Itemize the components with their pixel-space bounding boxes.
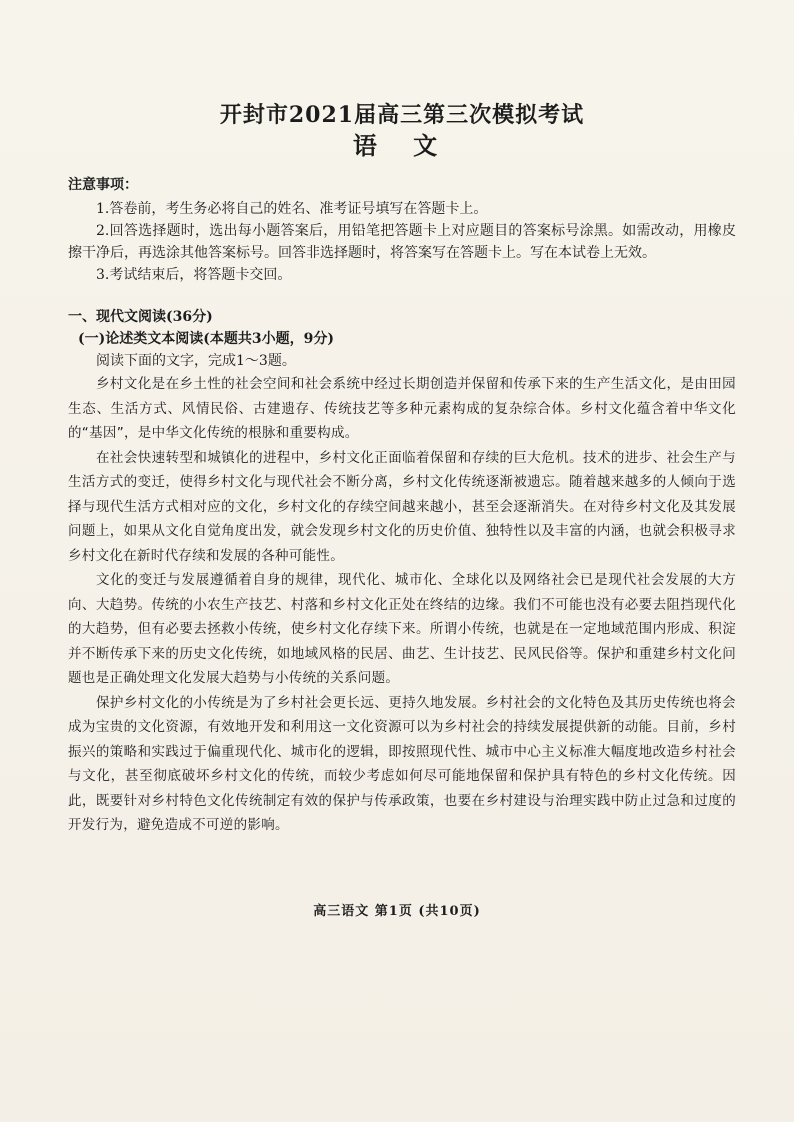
article-paragraph: 在社会快速转型和城镇化的进程中，乡村文化正面临着保留和存续的巨大危机。技术的进步、社会生产与生活方式的变迁，使得乡村文化与现代社会不断分离，乡村文化传统逐渐被遗忘。随着越来越多的人倾向于选择与现代生活方式相对应的文化，乡村文化的存续空间越来越小，甚至会逐渐消失。在对待乡村文化及其发展问题上，如果从文化自觉角度出发，就会发现乡村文化的历史价值、独特性以及丰富的内涵，也就会积极寻求乡村文化在新时代存续和发展的各种可能性。 [68,449,736,564]
page-footer: 高三语文 第1页 (共10页) [313,904,481,919]
section-heading: 一、现代文阅读(36分) [68,309,213,325]
subsection-heading: (一)论述类文本阅读(本题共3小题，9分) [78,331,334,347]
page-content [68,100,736,838]
notice-heading: 注意事项： [68,177,138,193]
notice-item: 3.考试结束后，将答题卡交回。 [96,267,292,283]
exam-subject: 语 文 [352,131,452,160]
notice-item: 1.答卷前，考生务必将自己的姓名、准考证号填写在答题卡上。 [96,201,488,217]
exam-title: 开封市2021届高三第三次模拟考试 [219,102,585,128]
notice-item: 2.回答选择题时，选出每小题答案后，用铅笔把答题卡上对应题目的答案标号涂黑。如需改动，用橡皮擦干净后，再选涂其他答案标号。回答非选择题时，将答案写在答题卡上。写在本试卷上无效。 [68,223,736,261]
reading-instruction: 阅读下面的文字，完成1～3题。 [96,353,296,369]
article-paragraph: 乡村文化是在乡土性的社会空间和社会系统中经过长期创造并保留和传承下来的生产生活文化，是由田园生态、生活方式、风情民俗、古建遗存、传统技艺等多种元素构成的复杂综合体。乡村文化蕴含着中华文化的“基因”，是中华文化传统的根脉和重要构成。 [68,376,736,441]
article-paragraph: 保护乡村文化的小传统是为了乡村社会更长远、更持久地发展。乡村社会的文化特色及其历史传统也将会成为宝贵的文化资源，有效地开发和利用这一文化资源可以为乡村社会的持续发展提供新的动能。目前，乡村振兴的策略和实践过于偏重现代化、城市化的逻辑，即按照现代性、城市中心主义标准大幅度地改造乡村社会与文化，甚至彻底破坏乡村文化的传统，而较少考虑如何尽可能地保留和保护具有特色的乡村文化传统。因此，既要针对乡村特色文化传统制定有效的保护与传承政策，也要在乡村建设与治理实践中防止过急和过度的开发行为，避免造成不可逆的影响。 [68,694,736,833]
article-paragraph: 文化的变迁与发展遵循着自身的规律，现代化、城市化、全球化以及网络社会已是现代社会发展的大方向、大趋势。传统的小农生产技艺、村落和乡村文化正处在终结的边缘。我们不可能也没有必要去阻挡现代化的大趋势，但有必要去拯救小传统，使乡村文化存续下来。所谓小传统，也就是在一定地域范围内形成、积淀并不断传承下来的历史文化传统，如地域风格的民居、曲艺、生计技艺、民风民俗等。保护和重建乡村文化问题也是正确处理文化发展大趋势与小传统的关系问题。 [68,572,736,686]
